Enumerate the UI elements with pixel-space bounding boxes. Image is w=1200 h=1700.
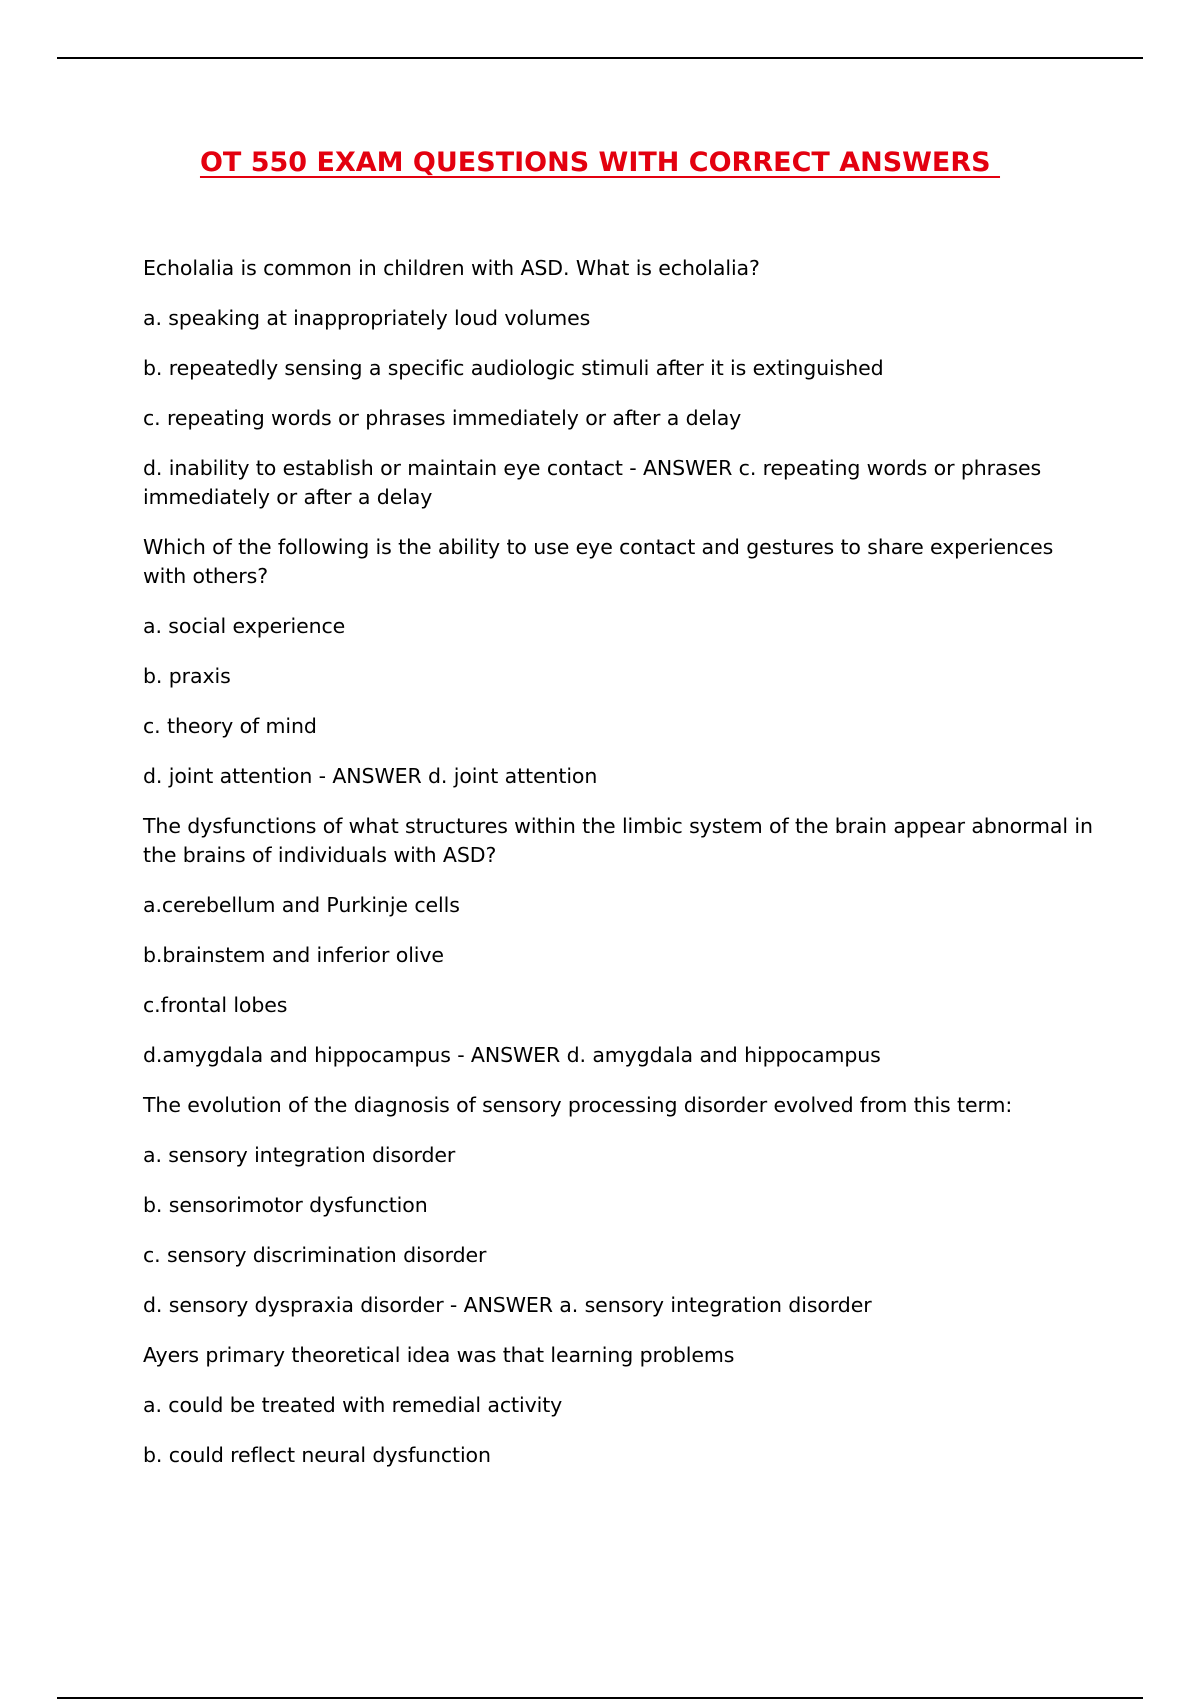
question-4-option-b: b. sensorimotor dysfunction xyxy=(143,1193,428,1217)
question-2-option-d-answer: d. joint attention - ANSWER d. joint attention xyxy=(143,764,598,788)
question-1-option-a: a. speaking at inappropriately loud volumes xyxy=(143,306,591,330)
top-rule xyxy=(57,57,1143,59)
question-2: Which of the following is the ability to use eye contact and gestures to share experiences with others? xyxy=(143,535,1054,588)
question-4-option-d-answer: d. sensory dyspraxia disorder - ANSWER a. sensory integration disorder xyxy=(143,1293,872,1317)
question-4: The evolution of the diagnosis of sensory processing disorder evolved from this term: xyxy=(143,1093,1013,1117)
question-1-option-b: b. repeatedly sensing a specific audiologic stimuli after it is extinguished xyxy=(143,356,884,380)
question-1: Echolalia is common in children with ASD. What is echolalia? xyxy=(143,256,760,280)
question-5: Ayers primary theoretical idea was that learning problems xyxy=(143,1343,735,1367)
question-3-option-c: c.frontal lobes xyxy=(143,993,288,1017)
page-title xyxy=(0,147,1200,178)
question-3-option-b: b.brainstem and inferior olive xyxy=(143,943,444,967)
question-4-option-a: a. sensory integration disorder xyxy=(143,1143,456,1167)
question-5-option-a: a. could be treated with remedial activity xyxy=(143,1393,563,1417)
question-1-option-d-answer: d. inability to establish or maintain eye contact - ANSWER c. repeating words or phrases immediately or after a delay xyxy=(143,456,1042,509)
question-3-option-a: a.cerebellum and Purkinje cells xyxy=(143,893,460,917)
question-2-option-b: b. praxis xyxy=(143,664,231,688)
question-2-option-a: a. social experience xyxy=(143,614,346,638)
question-2-option-c: c. theory of mind xyxy=(143,714,317,738)
document-body xyxy=(143,254,1093,1491)
question-4-option-c: c. sensory discrimination disorder xyxy=(143,1243,487,1267)
question-5-option-b: b. could reflect neural dysfunction xyxy=(143,1443,491,1467)
question-3-option-d-answer: d.amygdala and hippocampus - ANSWER d. amygdala and hippocampus xyxy=(143,1043,881,1067)
question-1-option-c: c. repeating words or phrases immediately or after a delay xyxy=(143,406,742,430)
page-title-text: OT 550 EXAM QUESTIONS WITH CORRECT ANSWERS xyxy=(199,147,1001,178)
question-3: The dysfunctions of what structures within the limbic system of the brain appear abnormal in the brains of individuals with ASD? xyxy=(143,814,1093,867)
bottom-rule xyxy=(57,1697,1143,1699)
